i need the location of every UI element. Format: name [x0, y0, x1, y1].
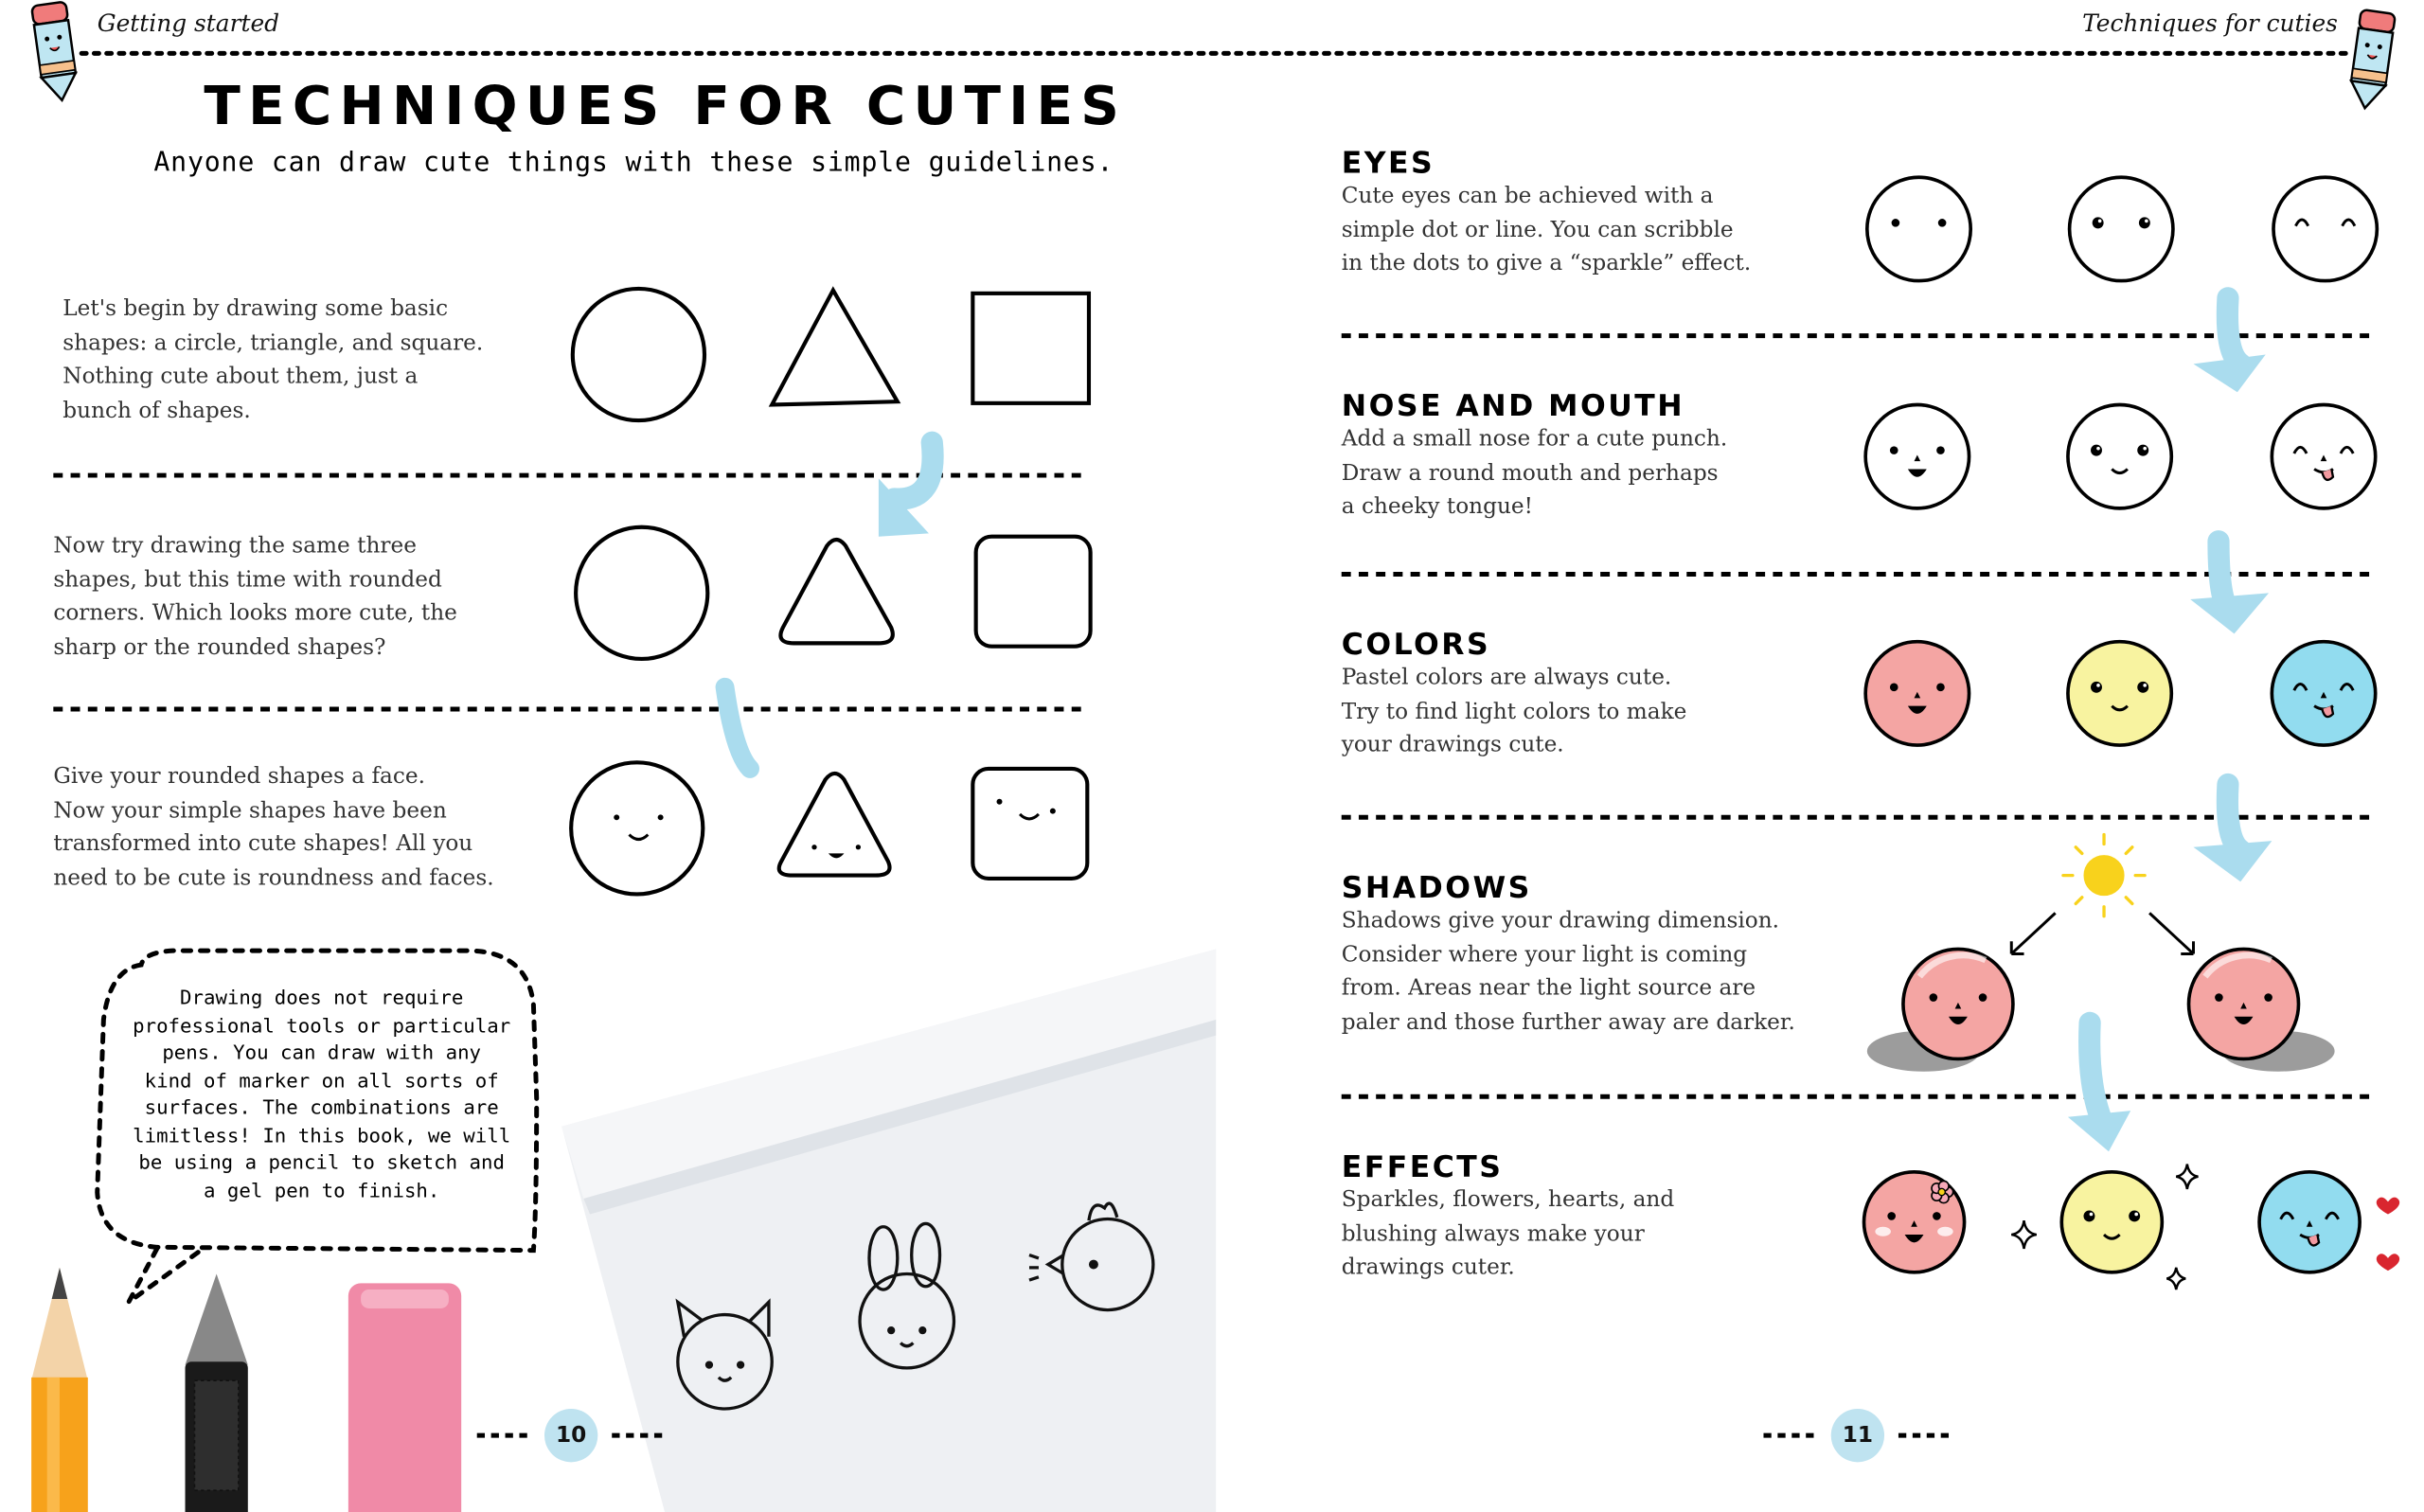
text-line: in the dots to give a “sparkle” effect. — [1341, 251, 1752, 276]
text-line: Cute eyes can be achieved with a — [1341, 183, 1714, 209]
text-line: Add a small nose for a cute punch. — [1341, 426, 1728, 453]
page-subtitle: Anyone can draw cute things with these simple guidelines. — [153, 147, 1114, 179]
sharp-triangle — [772, 291, 898, 405]
eye — [1930, 993, 1938, 1002]
speech-bubble-text — [129, 984, 515, 1203]
eye — [1892, 219, 1900, 227]
text-line: professional tools or particular — [133, 1012, 511, 1037]
text-line: drawings cuter. — [1341, 1254, 1515, 1281]
text-line: Let's begin by drawing some basic — [62, 296, 449, 322]
napkin-photo — [561, 949, 1216, 1512]
section-heading: EFFECTS — [1341, 1149, 1504, 1185]
running-head-left: Getting started — [97, 9, 280, 38]
face-hearts — [2259, 1172, 2360, 1272]
gel-pen-photo — [186, 1273, 248, 1512]
text-line: blushing always make your — [1341, 1221, 1645, 1247]
eye — [2093, 217, 2104, 228]
text-line: Sparkles, flowers, hearts, and — [1341, 1187, 1675, 1213]
text-line: pens. You can draw with any — [162, 1040, 482, 1064]
intro-block-1 — [62, 294, 483, 429]
section-effects — [1342, 1150, 1674, 1287]
arrow-icon — [2227, 298, 2240, 365]
rounded-circle — [576, 527, 707, 659]
intro-block-3 — [53, 761, 493, 897]
text-line: Now your simple shapes have been — [53, 797, 447, 824]
eye — [1936, 446, 1945, 454]
eye — [2137, 682, 2148, 693]
face-sparkle-eyes — [2070, 177, 2173, 280]
eye — [1890, 446, 1898, 454]
face-blue — [2272, 642, 2375, 745]
eye — [1933, 1212, 1941, 1220]
arrow-head-icon — [2193, 354, 2265, 392]
eye — [1890, 684, 1898, 692]
face-outline — [2068, 642, 2171, 745]
face-square — [972, 769, 1087, 879]
eye — [2129, 1210, 2140, 1221]
text-line: sharp or the rounded shapes? — [53, 634, 386, 661]
eye — [1938, 219, 1947, 227]
text-line: be using a pencil to sketch and — [138, 1149, 505, 1174]
text-line: your drawings cute. — [1341, 733, 1564, 758]
blush — [1937, 1227, 1953, 1236]
face-outline — [2068, 405, 2171, 508]
eye — [2137, 445, 2148, 456]
face-sparkles — [2061, 1172, 2162, 1272]
face-nose-open-mouth — [1865, 405, 1969, 508]
eye — [1936, 684, 1945, 692]
blush — [1875, 1227, 1891, 1236]
page-number-right: 11 — [1831, 1409, 1884, 1462]
text-line: Consider where your light is coming — [1341, 942, 1748, 968]
eye — [2091, 682, 2102, 693]
face-outline — [2070, 177, 2173, 280]
text-line: from. Areas near the light source are — [1341, 975, 1756, 1002]
arrow-head-icon — [2193, 841, 2272, 881]
arrow-icon — [725, 687, 751, 769]
face-shadow-left — [1867, 949, 2013, 1071]
text-line: limitless! In this book, we will — [133, 1122, 511, 1147]
pencil-mascot-icon-left — [31, 2, 79, 103]
faces-layer — [1864, 177, 2378, 1272]
text-line: surfaces. The combinations are — [144, 1094, 499, 1119]
eraser-photo — [348, 1283, 461, 1512]
running-head-right: Techniques for cuties — [2082, 9, 2338, 38]
section-colors — [1342, 628, 1687, 764]
text-line: Now try drawing the same three — [53, 533, 417, 559]
face-sparkle-smile — [2068, 405, 2171, 508]
eye — [2215, 993, 2223, 1002]
eye — [2139, 217, 2150, 228]
text-line: Pastel colors are always cute. — [1341, 665, 1672, 691]
text-line: bunch of shapes. — [62, 398, 251, 424]
eye — [2083, 1210, 2094, 1221]
pencil-photo — [31, 1268, 88, 1512]
face-shadow-right — [2189, 949, 2335, 1071]
text-line: Try to find light colors to make — [1341, 699, 1687, 724]
arrow-icon — [2227, 785, 2240, 851]
face-pink — [1865, 642, 1969, 745]
page-number-left: 10 — [544, 1409, 597, 1462]
section-heading: SHADOWS — [1341, 870, 1532, 906]
rounded-square — [976, 537, 1091, 647]
arrow-icon — [894, 442, 933, 499]
face-flower-blush — [1864, 1172, 1965, 1272]
intro-block-2 — [53, 530, 457, 666]
section-heading: EYES — [1341, 146, 1435, 181]
eye — [1887, 1212, 1896, 1220]
sharp-circle — [573, 289, 704, 420]
eye — [1979, 993, 1987, 1002]
text-line: Shadows give your drawing dimension. — [1341, 908, 1780, 934]
light-direction-arrows — [2011, 913, 2193, 953]
arrow-head-icon — [2068, 1111, 2130, 1151]
face-yellow — [2068, 642, 2171, 745]
heart-icon — [2377, 1198, 2399, 1272]
eye — [2264, 993, 2272, 1002]
flower-icon — [1938, 1188, 1945, 1195]
face-outline — [1867, 177, 1970, 280]
text-line: Drawing does not require — [180, 985, 464, 1009]
sun-icon — [2063, 835, 2145, 916]
text-line: Nothing cute about them, just a — [62, 364, 419, 390]
rounded-triangle — [780, 540, 892, 643]
text-line: need to be cute is roundness and faces. — [53, 865, 494, 891]
section-eyes — [1342, 146, 1751, 282]
text-line: simple dot or line. You can scribble — [1341, 217, 1734, 243]
face-triangle — [779, 774, 890, 876]
text-line: kind of marker on all sorts of — [144, 1067, 499, 1092]
face-outline — [2273, 177, 2377, 280]
section-shadows — [1342, 871, 1795, 1041]
page-title: TECHNIQUES FOR CUTIES — [204, 75, 1128, 138]
section-heading: NOSE AND MOUTH — [1341, 388, 1685, 424]
sharp-square — [972, 294, 1089, 403]
face-line-eyes — [2273, 177, 2377, 280]
face-dot-eyes — [1867, 177, 1970, 280]
text-line: transformed into cute shapes! All you — [53, 831, 473, 858]
speech-bubble-tail — [129, 1249, 201, 1302]
pencil-mascot-icon-right — [2347, 9, 2395, 111]
face-outline — [2061, 1172, 2162, 1272]
section-heading: COLORS — [1341, 627, 1491, 663]
text-line: shapes, but this time with rounded — [53, 567, 442, 593]
text-line: corners. Which looks more cute, the — [53, 600, 457, 627]
arrow-head-icon — [2190, 593, 2269, 633]
face-tongue — [2272, 405, 2375, 508]
text-line: Draw a round mouth and perhaps — [1341, 460, 1719, 486]
text-line: a gel pen to finish. — [203, 1177, 440, 1201]
section-nose-and-mouth — [1342, 389, 1728, 525]
face-circle — [571, 762, 703, 894]
text-line: a cheeky tongue! — [1341, 494, 1533, 520]
text-line: paler and those further away are darker. — [1341, 1009, 1795, 1036]
text-line: Give your rounded shapes a face. — [53, 763, 425, 790]
text-line: shapes: a circle, triangle, and square. — [62, 329, 484, 356]
eye — [2091, 445, 2102, 456]
